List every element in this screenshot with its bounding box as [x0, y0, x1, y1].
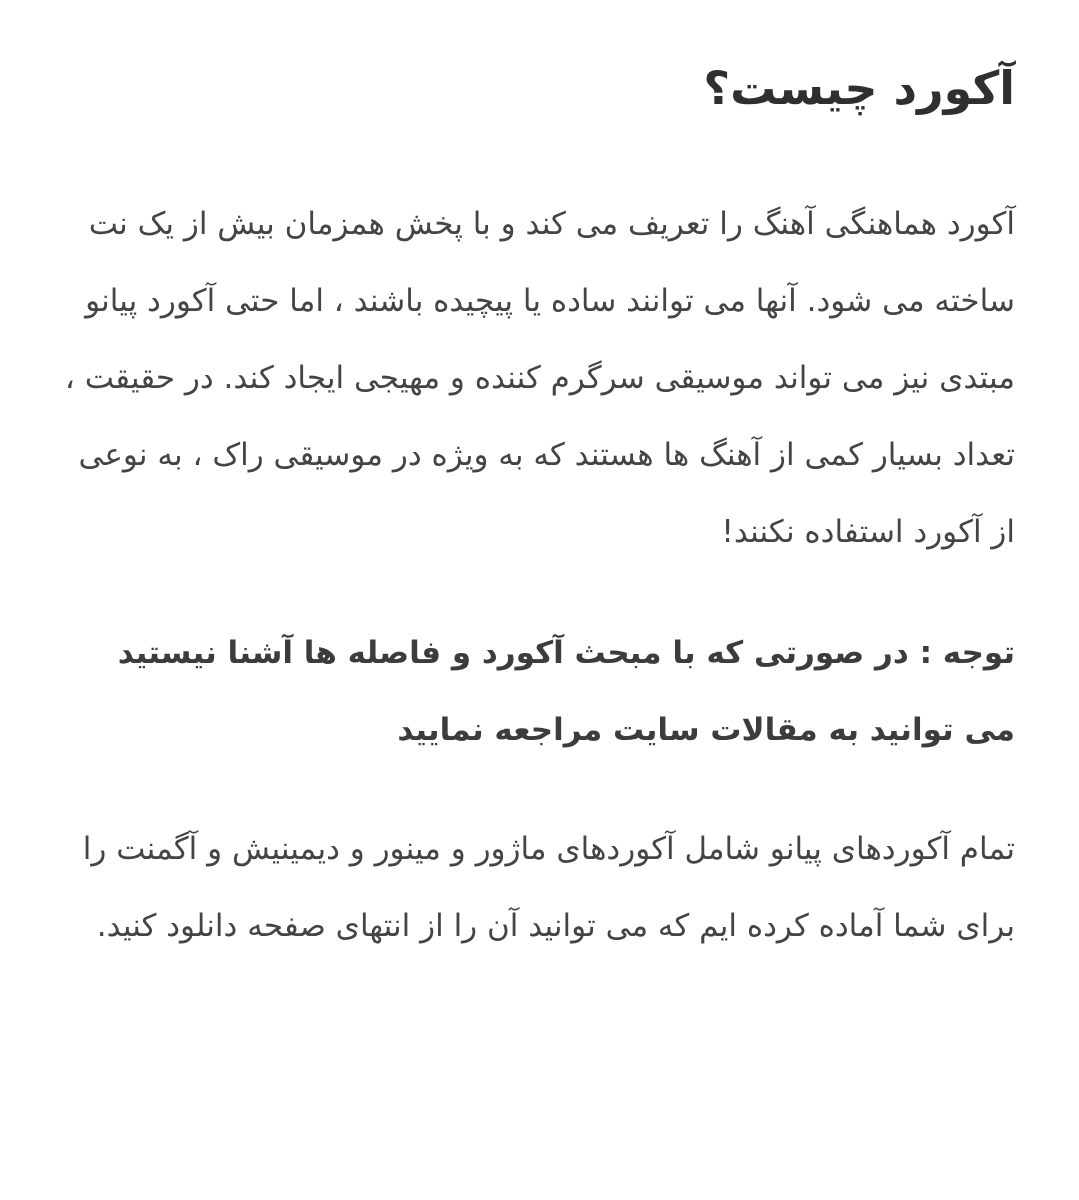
note-paragraph: توجه : در صورتی که با مبحث آکورد و فاصله ها آشنا نیستید می توانید به مقالات سایت مراجعه نمایید: [117, 635, 1015, 748]
intro-paragraph: آکورد هماهنگی آهنگ را تعریف می کند و با پخش همزمان بیش از یک نت ساخته می شود. آنها می توانند ساده یا پیچیده باشند ، اما حتی آکورد پیانو مبتدی نیز می تواند موسیقی سرگرم کننده و مهیجی ایجاد کند. در حقیقت ، تعداد بسیار کمی از آهنگ ها هستند که به ویژه در موسیقی راک ، به نوعی از آکورد استفاده نکنند!: [64, 206, 1015, 550]
download-paragraph: تمام آکوردهای پیانو شامل آکوردهای ماژور و مینور و دیمینیش و آگمنت را برای شما آماده کرده ایم که می توانید آن را از انتهای صفحه دانلود کنید.: [82, 831, 1015, 944]
article-title: آکورد چیست؟: [703, 61, 1015, 115]
